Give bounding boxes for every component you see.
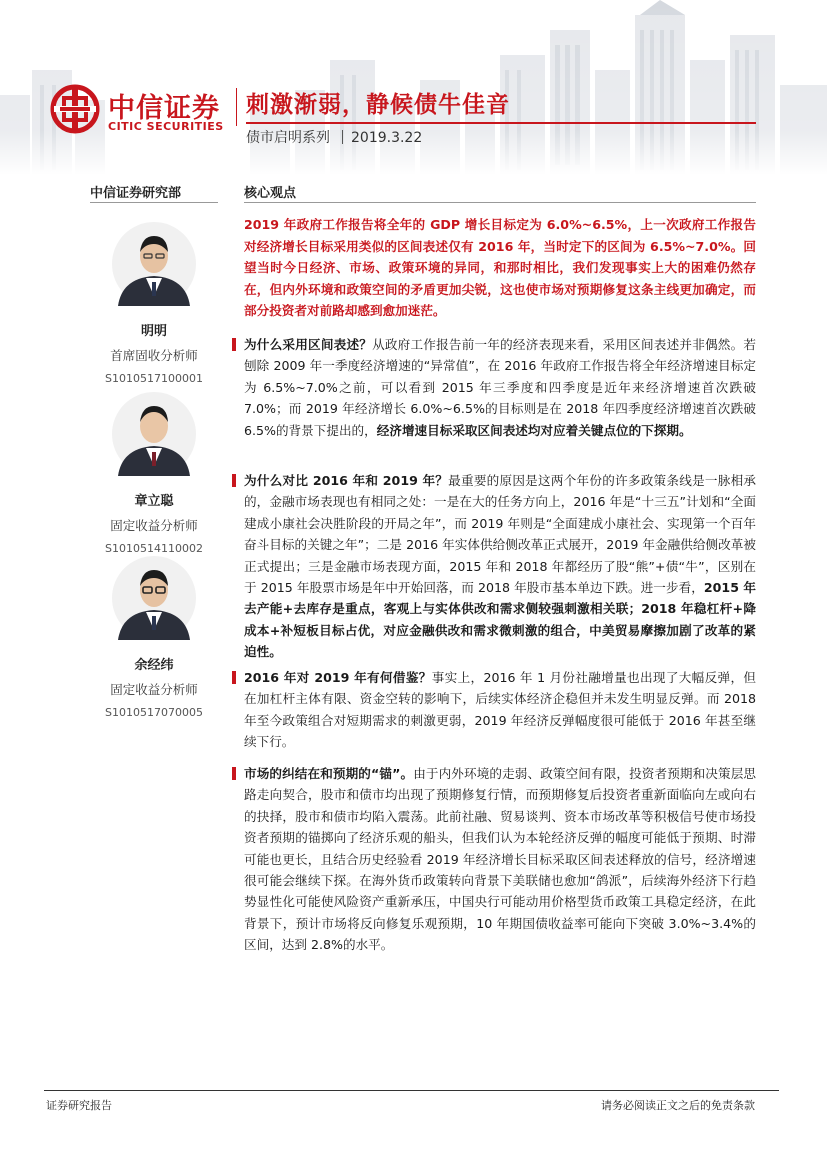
department-label: 中信证券研究部 (90, 186, 182, 201)
analyst-role: 首席固收分析师 (110, 348, 198, 363)
analyst-role: 固定收益分析师 (110, 682, 198, 697)
analyst-portrait-icon (112, 392, 196, 476)
paragraph-lead: 市场的纠结在和预期的“锚”。 (244, 766, 414, 781)
analyst-license-id: S1010517070005 (105, 706, 203, 719)
analyst-card (90, 392, 218, 555)
sidebar-rule (90, 202, 218, 203)
analyst-license-id: S1010514110002 (105, 542, 203, 555)
paragraph-body: 从政府工作报告前一年的经济表现来看，采用区间表述并非偶然。若刨除 2009 年一季度经济增速的“异常值”，在 2016 年政府工作报告将全年经济增速目标定为 6.5%~7.0%之前，可以看到 2015 年三季度和四季度是近年来经济增速首次跌破 7.0%；而 2019 年经济增长 6.0%~6.5%的目标则是在 2018 年四季度经济增速首次跌破 6.5%的背景下提出的， (244, 337, 757, 438)
analyst-license-id: S1010517100001 (105, 372, 203, 385)
analyst-card (90, 222, 218, 385)
analyst-card (90, 556, 218, 719)
paragraph-body: 事实上，2016 年 1 月份社融增量也出现了大幅反弹，但在加杠杆主体有限、资金空转的影响下，后续实体经济企稳但并未发生明显反弹。而 2018 年至今政策组合对短期需求的刺激更弱，2019 年经济反弹幅度很可能低于 2016 年甚至继续下行。 (244, 670, 756, 750)
report-date: 2019.3.22 (351, 130, 423, 146)
section-heading: 核心观点 (244, 186, 297, 201)
paragraph-marker (232, 338, 236, 351)
viewpoint-paragraph (244, 334, 756, 441)
series-name: 债市启明系列 (246, 130, 330, 146)
citic-logo (50, 84, 230, 134)
paragraph-emphasis: 2015 年去产能+去库存是重点，客观上与实体供改和需求侧较强刺激相关联；2018 年稳杠杆+降成本+补短板目标占优，对应金融供改和需求微刺激的组合，中美贸易摩擦加剧了改革的紧迫性。 (244, 580, 756, 660)
analyst-name: 余经纬 (134, 658, 174, 673)
brand-name-cn: 中信证券 (108, 93, 220, 124)
analyst-name: 明明 (140, 324, 167, 339)
title-underline (246, 122, 756, 124)
logo-divider (236, 88, 237, 126)
footer-report-type: 证券研究报告 (46, 1099, 112, 1112)
paragraph-lead: 为什么对比 2016 年和 2019 年？ (244, 473, 449, 488)
viewpoint-paragraph (244, 470, 756, 663)
paragraph-body: 由于内外环境的走弱、政策空间有限，投资者预期和决策层思路走向契合，股市和债市均出现了预期修复行情，而预期修复后投资者重新面临向左或向右的抉择，股市和债市均陷入震荡。此前社融、贸易谈判、资本市场改革等积极信号使市场投资者预期的锚掷向了经济乐观的船头，但我们认为本轮经济反弹的幅度可能低于预期、时滞可能也更长，且结合历史经验看 2019 年经济增长目标采取区间表述释放的信号，经济增速很可能会继续下探。在海外货币政策转向背景下美联储也愈加“鸽派”，后续海外经济下行趋势显性化可能使风险资产重新承压，中国央行可能动用价格型货币政策工具稳定经济，在此背景下，预计市场将反向修复乐观预期，10 年期国债收益率可能向下突破 3.0%~3.4%的区间，达到 2.8%的水平。 (244, 766, 757, 953)
analyst-portrait-icon (112, 556, 196, 640)
paragraph-marker (232, 767, 236, 780)
report-title: 刺激渐弱，静候债牛佳音 (246, 92, 510, 118)
analyst-portrait-icon (112, 222, 196, 306)
analyst-role: 固定收益分析师 (110, 518, 198, 533)
brand-name-en: CITIC SECURITIES (108, 120, 224, 133)
paragraph-body: 最重要的原因是这两个年份的许多政策条线是一脉相承的，金融市场表现也有相同之处：一是在大的任务方向上，2016 年是“十三五”计划和“全面建成小康社会决胜阶段的开局之年”，而 2019 年则是“全面建成小康社会、实现第一个百年奋斗目标的关键之年”；二是 2016 年实体供给侧改革正式展开，2019 年金融供给侧改革被正式提出；三是金融市场表现方面，2015 年和 2018 年都经历了股“熊”+债“牛”，区别在于 2015 年股票市场是年中开始回落，而 2018 年股市基本单边下跌。进一步看， (244, 473, 757, 596)
paragraph-marker (232, 474, 236, 487)
report-subline (246, 127, 422, 147)
footer-rule (44, 1090, 779, 1091)
footer-disclaimer-note: 请务必阅读正文之后的免责条款 (601, 1099, 755, 1112)
analyst-name: 章立聪 (134, 494, 174, 509)
citic-emblem-icon (50, 84, 100, 134)
paragraph-marker (232, 671, 236, 684)
paragraph-lead: 为什么采用区间表述？ (244, 337, 373, 352)
subline-divider (342, 130, 343, 144)
viewpoint-paragraph (244, 763, 756, 956)
section-rule (244, 202, 756, 203)
key-summary: 2019 年政府工作报告将全年的 GDP 增长目标定为 6.0%~6.5%，上一次政府工作报告对经济增长目标采用类似的区间表述仅有 2016 年，当时定下的区间为 6.5%~7.0%。回望当时今日经济、市场、政策环境的异同，和那时相比，我们发现事实上大的困难仍然存在，但内外环境和政策空间的矛盾更加尖锐，这也使市场对预期修复这条主线更加确定，而部分投资者对前路却感到愈加迷茫。 (244, 217, 756, 319)
paragraph-emphasis: 经济增速目标采取区间表述均对应着关键点位的下探期。 (376, 422, 692, 438)
paragraph-lead: 2016 年对 2019 年有何借鉴？ (244, 670, 432, 685)
viewpoint-paragraph (244, 667, 756, 753)
